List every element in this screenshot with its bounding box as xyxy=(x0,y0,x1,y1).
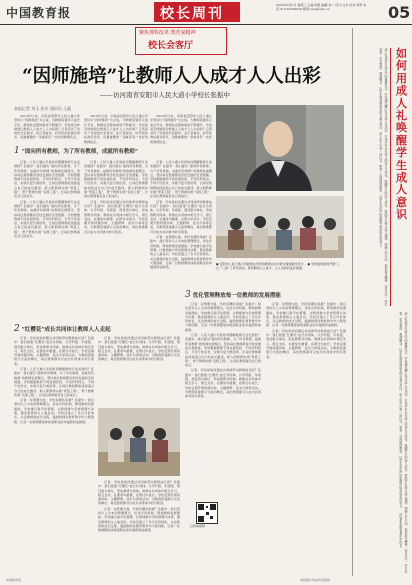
section3-text-2: 记者：在管理方面，学校有哪些举措？张振中：我们坚持以人为本的管理理念，优化评价机制，释放教师发展潜能。学校推行扁平化管理，让教师参与学校管理与决策，激发教师的主人翁意识。学校还建立了多元评价体系，关注教师的成长过程，鼓励教师在教育教学中大胆创新，让每一位教师都能体验到职业的幸福感和成就感。 xyxy=(266,302,346,328)
spacer-column xyxy=(150,404,180,405)
masthead xyxy=(0,0,412,25)
group-photo xyxy=(216,196,344,258)
section1-text-3c: 记者：在管理方面，学校有哪些举措？张振中：我们坚持以人为本的管理理念，优化评价机制，释放教师发展潜能。学校推行扁平化管理，让教师参与学校管理与决策，激发教师的主人翁意识。学校还建立了多元评价体系，关注教师的成长过程，鼓励教师在教育教学中大胆创新，让每一位教师都能体验到职业的幸福感和成就感。 xyxy=(150,235,212,270)
footer-right: 本版图片均由学校提供 xyxy=(300,578,331,582)
sidebar-text-top xyxy=(356,48,388,306)
sidebar-text-bottom xyxy=(356,312,408,574)
section1-text-2b: 记者：学校是如何通过共同体带动教师成长的？张振中：我们组建“红樱花”成长共同体，以学科组、年级组、项目组为单位，形成教研共同体。教师在共同体中相互学习、相互支持，在课堂中磨课，在研讨中成长。学校定期开展同课异构、主题研修、读书分享等活动，为教师搭建展示交流的舞台，每位教师都可以成为共同体中的引领者。 xyxy=(84,199,148,234)
section1-heading xyxy=(14,146,138,156)
masthead-info: 2024年6月5日 星期三 主编:李帆 编辑:刘一 设计:文米 校对:刘梦 电话:010-82296626 邮箱:xzzk@edu.cn xyxy=(276,3,367,11)
column-tag-sub: 聚焦课程改革·教育家精神 xyxy=(139,30,196,36)
sidebar-body: 成人礼是学生成长中的重要仪式。学校通过精心设计成人礼活动，引导学生认识成人的意义与责任，唤醒学生的成人意识，帮助学生树立远大理想，明确人生方向，培养担当精神。在仪式中，学生宣誓、家长寄语、教师赠言，让学生感受到成长的分量与责任。成人礼不只是一场仪式，更是一次深刻的教育，让学生在庄严的氛围中体会成长的意义。 xyxy=(378,48,388,306)
sidebar-author: （作者系安徽省某中学校长） xyxy=(398,510,403,550)
section3-text: 记者：在管理方面，学校有哪些举措？张振中：我们坚持以人为本的管理理念，优化评价机制，释放教师发展潜能。学校推行扁平化管理，让教师参与学校管理与决策，激发教师的主人翁意识。学校还建立了多元评价体系，关注教师的成长过程，鼓励教师在教育教学中大胆创新，让每一位教师都能体验到职业的幸福感和成就感。 xyxy=(185,302,261,332)
intro-text-2: 2014年以来，河南省安阳市人民大道小学坚持以“因师施培”为主线，为教师搭建多元成长平台，教师队伍整体素质不断提升。学校是怎样做到让教师人人成才人人出彩的？记者采访了该校校长张振中。在记者看来，好学校的标准有很多，但最重要的一条就是有一支好的教师队伍。 xyxy=(84,114,148,144)
article-headline: “因师施培”让教师人人成才人人出彩 xyxy=(22,66,321,87)
intro-text-3: 2014年以来，河南省安阳市人民大道小学坚持以“因师施培”为主线，为教师搭建多元成长平台，教师队伍整体素质不断提升。学校是怎样做到让教师人人成才人人出彩的？记者采访了该校校长张振中。在记者看来，好学校的标准有很多，但最重要的一条就是有一支好的教师队伍。 xyxy=(150,114,212,144)
photo-caption: ● 安阳市人民大道小学教师在学科组教研活动中研讨课堂教学设计。 ● 学校组织教师开展“三心”“三能”工作坊活动，营造教师人人成才、人人出彩的良好氛围。 xyxy=(216,262,340,270)
page-number: 05 xyxy=(388,3,411,22)
section2-title: “红樱花”成长共同体让教师人人走起 xyxy=(21,327,111,333)
section2-text-3: 记者：学校是如何通过共同体带动教师成长的？张振中：我们组建“红樱花”成长共同体，以学科组、年级组、项目组为单位，形成教研共同体。教师在共同体中相互学习、相互支持，在课堂中磨课，在研讨中成长。学校定期开展同课异构、主题研修、读书分享等活动，为教师搭建展示交流的舞台，每位教师都可以成为共同体中的引领者。 xyxy=(98,480,180,506)
section2-text-c: 记者：在管理方面，学校有哪些举措？张振中：我们坚持以人为本的管理理念，优化评价机制，释放教师发展潜能。学校推行扁平化管理，让教师参与学校管理与决策，激发教师的主人翁意识。学校还建立了多元评价体系，关注教师的成长过程，鼓励教师在教育教学中大胆创新，让每一位教师都能体验到职业的幸福感和成就感。 xyxy=(14,398,94,424)
section3-number: 3 xyxy=(185,290,191,300)
sidebar-title: 如何用成人礼唤醒学生成人意识 xyxy=(396,47,407,222)
section2-number: 2 xyxy=(14,324,20,334)
section1-text-column-2 xyxy=(84,160,148,320)
qr-code[interactable] xyxy=(196,502,218,524)
footer-left: 中国教育报 xyxy=(6,578,22,582)
intro-text: 2014年以来，河南省安阳市人民大道小学坚持以“因师施培”为主线，为教师搭建多元成长平台，教师队伍整体素质不断提升。学校是怎样做到让教师人人成才人人出彩的？记者采访了该校校长张振中。在记者看来，好学校的标准有很多，但最重要的一条就是有一支好的教师队伍。 xyxy=(14,114,80,140)
portrait-photo xyxy=(216,105,344,191)
section1-text-3b: 记者：学校是如何通过共同体带动教师成长的？张振中：我们组建“红樱花”成长共同体，以学科组、年级组、项目组为单位，形成教研共同体。教师在共同体中相互学习、相互支持，在课堂中磨课，在研讨中成长。学校定期开展同课异构、主题研修、读书分享等活动，为教师搭建展示交流的舞台，每位教师都可以成为共同体中的引领者。 xyxy=(150,199,212,234)
qr-label: 扫码看视频 xyxy=(190,524,206,528)
section2-text-b: 记者：人民大道小学是如何理解教师专业发展的？张振中：我们提出“面向所有教师，为了所有教师，成就所有教师”的教师发展理念，坚持每位教师都是学校发展的宝贵财富。学校根据教师不同发展阶段、不同学科特点、不同个性需求，实施分层分类培养，让每位教师都能找到适合自己的成长路径。新入职教师实施“青蓝工程”，骨干教师实施“名师工程”，让每位教师看见自己的成长。 xyxy=(14,367,94,397)
section3-text-2b: 记者：学校是如何通过共同体带动教师成长的？张振中：我们组建“红樱花”成长共同体，以学科组、年级组、项目组为单位，形成教研共同体。教师在共同体中相互学习、相互支持，在课堂中磨课，在研讨中成长。学校定期开展同课异构、主题研修、读书分享等活动，为教师搭建展示交流的舞台，每位教师都可以成为共同体中的引领者。 xyxy=(266,328,346,359)
intro-text-column-3 xyxy=(150,114,212,144)
section2-text-2: 记者：学校是如何通过共同体带动教师成长的？张振中：我们组建“红樱花”成长共同体，以学科组、年级组、项目组为单位，形成教研共同体。教师在共同体中相互学习、相互支持，在课堂中磨课，在研讨中成长。学校定期开展同课异构、主题研修、读书分享等活动，为教师搭建展示交流的舞台，每位教师都可以成为共同体中的引领者。 xyxy=(98,336,180,362)
section-title: 校长周刊 xyxy=(160,6,224,22)
section2-text-column-3 xyxy=(98,480,180,572)
section3-text-c: 记者：学校是如何通过共同体带动教师成长的？张振中：我们组建“红樱花”成长共同体，以学科组、年级组、项目组为单位，形成教研共同体。教师在共同体中相互学习、相互支持，在课堂中磨课，在研讨中成长。学校定期开展同课异构、主题研修、读书分享等活动，为教师搭建展示交流的舞台，每位教师都可以成为共同体中的引领者。 xyxy=(185,368,261,399)
paper-name: 中国教育报 xyxy=(6,6,72,20)
section2-text-column-2 xyxy=(98,336,180,406)
intro-text-column-2 xyxy=(84,114,148,144)
section1-text: 记者：人民大道小学是如何理解教师专业发展的？张振中：我们提出“面向所有教师，为了所有教师，成就所有教师”的教师发展理念，坚持每位教师都是学校发展的宝贵财富。学校根据教师不同发展阶段、不同学科特点、不同个性需求，实施分层分类培养，让每位教师都能找到适合自己的成长路径。新入职教师实施“青蓝工程”，骨干教师实施“名师工程”，让每位教师看见自己的成长。 xyxy=(14,160,80,199)
classroom-photo xyxy=(98,408,180,476)
section1-text-2: 记者：人民大道小学是如何理解教师专业发展的？张振中：我们提出“面向所有教师，为了所有教师，成就所有教师”的教师发展理念，坚持每位教师都是学校发展的宝贵财富。学校根据教师不同发展阶段、不同学科特点、不同个性需求，实施分层分类培养，让每位教师都能找到适合自己的成长路径。新入职教师实施“青蓝工程”，骨干教师实施“名师工程”，让每位教师看见自己的成长。 xyxy=(84,160,148,199)
section3-text-b: 记者：人民大道小学是如何理解教师专业发展的？张振中：我们提出“面向所有教师，为了所有教师，成就所有教师”的教师发展理念，坚持每位教师都是学校发展的宝贵财富。学校根据教师不同发展阶段、不同学科特点、不同个性需求，实施分层分类培养，让每位教师都能找到适合自己的成长路径。新入职教师实施“青蓝工程”，骨干教师实施“名师工程”，让每位教师看见自己的成长。 xyxy=(185,333,261,368)
section2-text-column xyxy=(14,336,94,572)
section2-heading xyxy=(14,324,111,334)
column-divider xyxy=(352,28,353,576)
section3-text-column-2 xyxy=(266,302,346,498)
section1-number: 1 xyxy=(14,146,20,156)
section2-text-3b: 记者：在管理方面，学校有哪些举措？张振中：我们坚持以人为本的管理理念，优化评价机制，释放教师发展潜能。学校推行扁平化管理，让教师参与学校管理与决策，激发教师的主人翁意识。学校还建立了多元评价体系，关注教师的成长过程，鼓励教师在教育教学中大胆创新，让每一位教师都能体验到职业的幸福感和成就感。 xyxy=(98,506,180,533)
sidebar-body-2: 成人礼是学生成长中的重要仪式。学校通过精心设计成人礼活动，引导学生认识成人的意义与责任，唤醒学生的成人意识，帮助学生树立远大理想，明确人生方向，培养担当精神。在仪式中，学生宣誓、家长寄语、教师赠言，让学生感受到成长的分量与责任。成人礼不只是一场仪式，更是一次深刻的教育，让学生在庄严的氛围中体会成长的意义。 xyxy=(398,312,408,573)
intro-text-column xyxy=(14,114,80,144)
section1-text-3: 记者：人民大道小学是如何理解教师专业发展的？张振中：我们提出“面向所有教师，为了所有教师，成就所有教师”的教师发展理念，坚持每位教师都是学校发展的宝贵财富。学校根据教师不同发展阶段、不同学科特点、不同个性需求，实施分层分类培养，让每位教师都能找到适合自己的成长路径。新入职教师实施“青蓝工程”，骨干教师实施“名师工程”，让每位教师看见自己的成长。 xyxy=(150,160,212,199)
section1-text-b: 记者：人民大道小学是如何理解教师专业发展的？张振中：我们提出“面向所有教师，为了所有教师，成就所有教师”的教师发展理念，坚持每位教师都是学校发展的宝贵财富。学校根据教师不同发展阶段、不同学科特点、不同个性需求，实施分层分类培养，让每位教师都能找到适合自己的成长路径。新入职教师实施“青蓝工程”，骨干教师实施“名师工程”，让每位教师看见自己的成长。 xyxy=(14,199,80,239)
column-tag-main: 校长会客厅 xyxy=(148,41,194,51)
article-subheadline: ——访河南省安阳市人民大道小学校长张振中 xyxy=(100,91,230,99)
section1-title: “面向所有教师，为了所有教师，成就所有教师” xyxy=(21,149,139,155)
article-byline: 本报记者 刘玉 张庆 通讯员 王晶 xyxy=(14,106,72,111)
section1-text-column xyxy=(14,160,80,320)
section3-text-column xyxy=(185,302,261,572)
section2-text: 记者：学校是如何通过共同体带动教师成长的？张振中：我们组建“红樱花”成长共同体，以学科组、年级组、项目组为单位，形成教研共同体。教师在共同体中相互学习、相互支持，在课堂中磨课，在研讨中成长。学校定期开展同课异构、主题研修、读书分享等活动，为教师搭建展示交流的舞台，每位教师都可以成为共同体中的引领者。 xyxy=(14,336,94,366)
section3-title: 优化管理释放每一位教师的发展潜能 xyxy=(192,293,281,299)
sidebar-title-rule xyxy=(390,48,391,306)
